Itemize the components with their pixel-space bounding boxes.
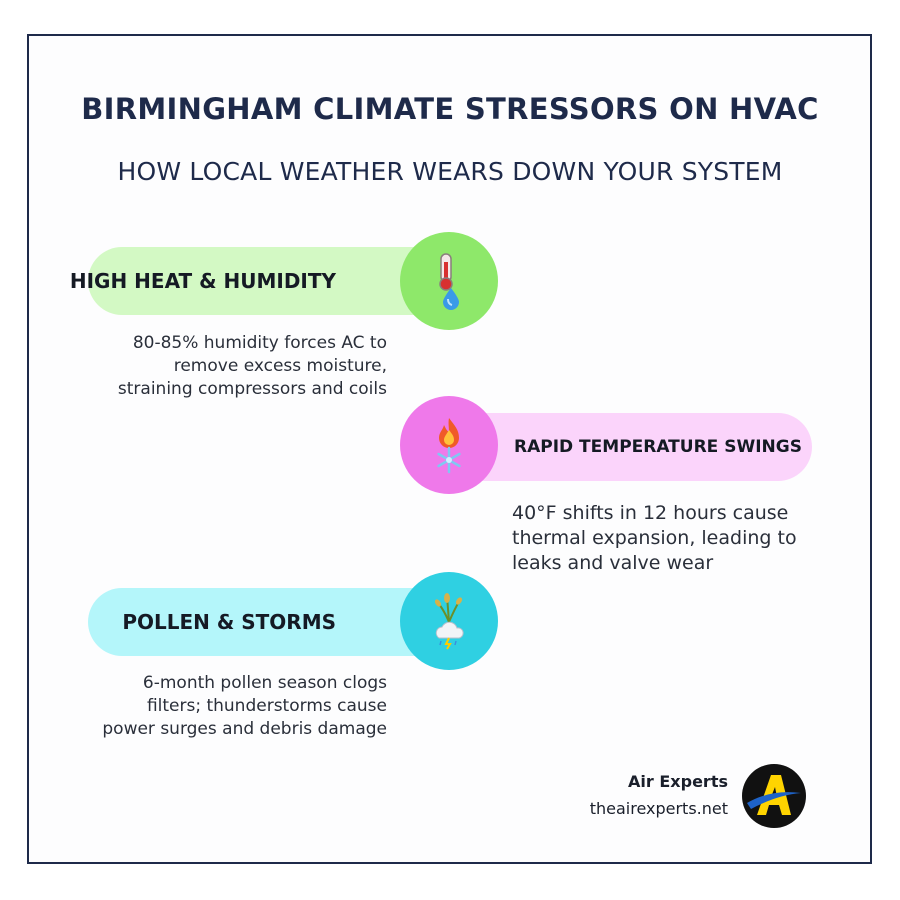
stressor-circle-temperature-swings xyxy=(400,396,498,494)
stressor-description: 80-85% humidity forces AC to remove excess moisture, straining compressors and coils xyxy=(117,333,387,399)
grass-storm-cloud-icon xyxy=(429,592,469,650)
brand-name: Air Experts xyxy=(628,772,728,791)
stressor-pill-pollen-storms xyxy=(88,588,448,656)
stressor-pill-heat-humidity xyxy=(69,247,448,315)
stressor-label: HIGH HEAT & HUMIDITY xyxy=(69,269,336,293)
brand-url[interactable]: theairexperts.net xyxy=(589,799,728,818)
page-title: BIRMINGHAM CLIMATE STRESSORS ON HVAC xyxy=(81,92,819,126)
stressor-label: POLLEN & STORMS xyxy=(122,610,336,634)
stressor-circle-heat-humidity xyxy=(400,232,498,330)
fire-snowflake-icon xyxy=(429,416,469,474)
page-subtitle: HOW LOCAL WEATHER WEARS DOWN YOUR SYSTEM xyxy=(117,157,783,186)
stressor-description: 6-month pollen season clogs filters; thunderstorms cause power surges and debris damage xyxy=(102,673,387,739)
air-experts-logo xyxy=(741,763,807,829)
stressor-description: 40°F shifts in 12 hours cause thermal expansion, leading to leaks and valve wear xyxy=(512,502,797,574)
stressor-circle-pollen-storms xyxy=(400,572,498,670)
stressor-label: RAPID TEMPERATURE SWINGS xyxy=(514,437,802,457)
thermometer-droplet-icon xyxy=(429,252,469,310)
